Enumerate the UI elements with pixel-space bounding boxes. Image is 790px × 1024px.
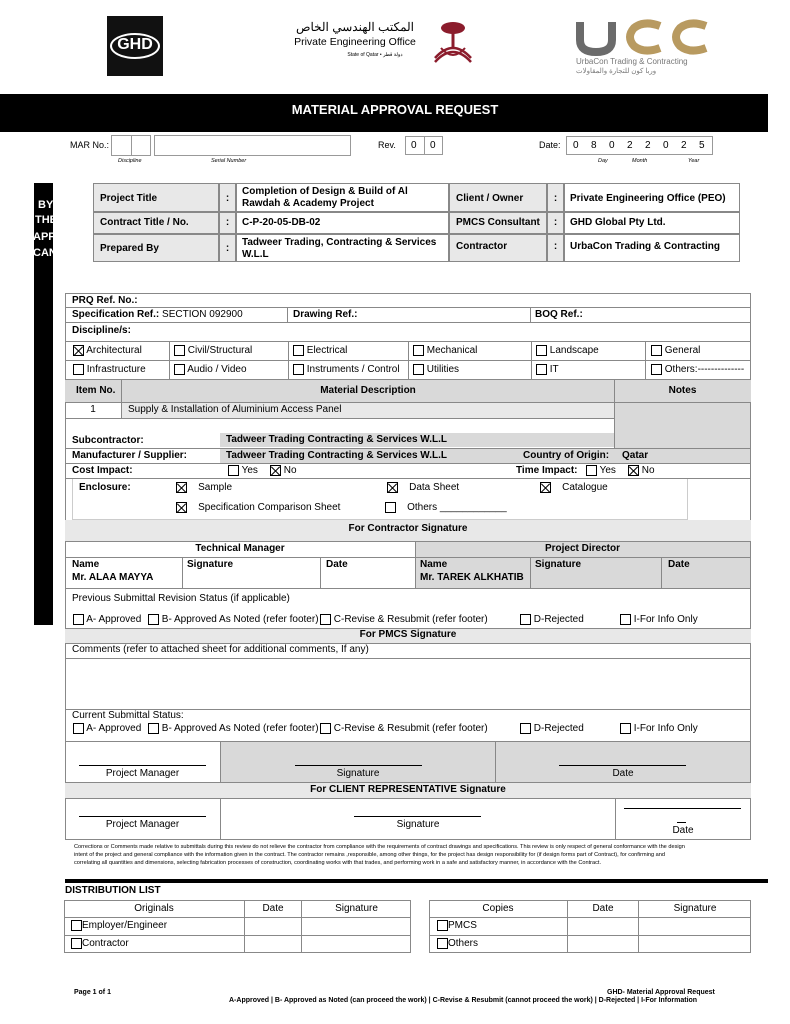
checkbox[interactable] [73,364,84,375]
dist-pmcs[interactable]: PMCS [437,920,477,931]
contractor-label-cell: Contractor [449,234,547,262]
notes-cell [615,403,750,452]
date-digit: 0 [609,140,615,151]
mar-sub-discipline: Discipline [118,158,142,164]
checkbox[interactable] [520,614,531,625]
contractor-value: UrbaCon Trading & Contracting [564,234,740,262]
notes-header: Notes [668,385,697,396]
subcontractor-value: Tadweer Trading Contracting & Services W.L.L [226,434,447,445]
checkbox[interactable] [385,502,396,513]
mar-sub-serial: Serial Number [211,158,247,164]
colon: : [219,183,236,212]
checkbox[interactable] [174,364,185,375]
enclosure-sample[interactable]: Sample [176,482,232,493]
pd-date-label: Date [668,559,690,570]
colon: : [547,212,564,234]
manufacturer-value: Tadweer Trading Contracting & Services W.L.L [226,450,447,461]
checkbox-checked[interactable] [176,482,187,493]
project-title-label-cell [93,183,219,212]
checkbox-checked[interactable] [73,345,84,356]
pmcs-date-label: Date [612,768,634,779]
time-impact-no[interactable]: No [628,465,655,476]
pmcs-value: GHD Global Pty Ltd. [564,212,740,234]
checkbox[interactable] [73,723,84,734]
checkbox[interactable] [413,364,424,375]
cur-status-b[interactable]: B- Approved As Noted (refer footer) [148,723,319,734]
cur-status-i[interactable]: I-For Info Only [620,723,698,734]
checkbox[interactable] [586,465,597,476]
enclosure-spec-sheet[interactable]: Specification Comparison Sheet [176,502,340,513]
date-digit: 5 [699,140,705,151]
date-field[interactable] [566,136,713,155]
drawing-ref-label: Drawing Ref.: [293,309,358,320]
pmcs-sig-header: For PMCS Signature [359,629,457,640]
prev-status-b[interactable]: B- Approved As Noted (refer footer) [148,614,319,625]
project-director-header: Project Director [544,543,621,554]
originals-date-header: Date [262,903,284,914]
rev-digit: 0 [430,140,436,151]
origin-value: Qatar [622,450,649,461]
tm-name-label: Name [72,559,100,570]
rev-digit: 0 [411,140,417,151]
checkbox-checked[interactable] [540,482,551,493]
date-digit: 2 [627,140,633,151]
project-title-value: Completion of Design & Build of Al Rawdah & Academy Project [236,183,449,212]
previous-status-label: Previous Submittal Revision Status (if applicable) [72,593,290,604]
checkbox[interactable] [620,723,631,734]
tech-manager-header: Technical Manager [195,543,285,554]
discipline-instruments[interactable]: Instruments / Control [293,364,400,375]
pd-name-label: Name [420,559,448,570]
discipline-others[interactable]: Others:-------------- [651,364,744,375]
enclosure-catalogue[interactable]: Catalogue [540,482,608,493]
discipline-infrastructure[interactable]: Infrastructure [73,364,146,375]
pmcs-label-cell: PMCS Consultant [449,212,547,234]
date-digit: 0 [663,140,669,151]
time-impact-label: Time Impact: [516,465,578,476]
pd-name-value: Mr. TAREK ALKHATIB [420,572,524,583]
rev-label: Rev. [378,140,396,150]
discipline-audio-video[interactable]: Audio / Video [174,364,247,375]
date-sub-year: Year [688,158,700,164]
checkbox[interactable] [293,345,304,356]
discipline-electrical[interactable]: Electrical [293,345,347,356]
item-no-header: Item No. [76,385,116,396]
prepared-label-cell: Prepared By [93,234,219,262]
checkbox-checked[interactable] [628,465,639,476]
discipline-it[interactable]: IT [536,364,559,375]
boq-ref-label: BOQ Ref.: [535,309,583,320]
item-no-value: 1 [90,404,96,415]
copies-signature-header: Signature [673,903,717,914]
contractor-sig-header: For Contractor Signature [348,523,468,534]
checkbox[interactable] [228,465,239,476]
prq-label: PRQ Ref. No.: [72,295,138,306]
checkbox[interactable] [651,345,662,356]
date-digit: 2 [645,140,651,151]
rev-field[interactable] [405,136,443,155]
checkbox[interactable] [536,345,547,356]
current-status-label: Current Submittal Status: [72,710,184,721]
comments-area[interactable] [66,659,750,709]
checkbox[interactable] [536,364,547,375]
checkbox[interactable] [320,614,331,625]
checkbox[interactable] [437,938,448,949]
discipline-architectural[interactable]: Architectural [73,345,142,356]
peo-state: State of Qatar • دولة قطر [347,52,403,58]
tm-date-label: Date [326,559,348,570]
date-sub-day: Day [598,158,608,164]
prepared-value: Tadweer Trading, Contracting & Services W.L.L [236,234,449,262]
checkbox[interactable] [71,920,82,931]
checkbox[interactable] [73,614,84,625]
discipline-civil[interactable]: Civil/Structural [174,345,252,356]
discipline-utilities[interactable]: Utilities [413,364,459,375]
peo-logo [285,18,485,70]
copies-date-header: Date [592,903,614,914]
discipline-mechanical[interactable]: Mechanical [413,345,477,356]
distribution-title: DISTRIBUTION LIST [65,885,161,896]
checkbox-checked[interactable] [176,502,187,513]
prev-status-d[interactable]: D-Rejected [520,614,584,625]
tm-name-value: Mr. ALAA MAYYA [72,572,154,583]
subcontractor-label: Subcontractor: [72,435,144,446]
comments-label: Comments (refer to attached sheet for additional comments, If any) [72,644,369,655]
discipline-landscape[interactable]: Landscape [536,345,599,356]
dist-others[interactable]: Others [437,938,478,949]
footer-legend: A-Approved | B- Approved as Noted (can proceed the work) | C-Revise & Resubmit (cannot proceed the work) | D-Rejected | I-For Information [229,997,698,1004]
time-impact-yes[interactable]: Yes [586,465,616,476]
side-stamp-line: APP [33,231,56,243]
project-title-label: Project Title [100,193,158,204]
spec-ref: Specification Ref.: SECTION 092900 [72,309,243,320]
enclosure-data-sheet[interactable]: Data Sheet [387,482,459,493]
contract-value: C-P-20-05-DB-02 [236,212,449,234]
checkbox[interactable] [413,345,424,356]
side-stamp-line: BY [38,199,54,211]
side-stamp-line: THE [35,214,57,226]
mar-discipline-field[interactable] [111,135,151,156]
ucc-english: UrbaCon Trading & Contracting [576,57,688,66]
material-desc-header: Material Description [320,385,416,396]
prev-status-i[interactable]: I-For Info Only [620,614,698,625]
tm-signature-label: Signature [187,559,234,570]
colon: : [219,234,236,262]
prev-status-a[interactable]: A- Approved [73,614,141,625]
ucc-mark-icon [574,18,714,56]
page-title: MATERIAL APPROVAL REQUEST [291,102,499,117]
checkbox[interactable] [520,723,531,734]
client-pm-label: Project Manager [105,819,180,830]
originals-header: Originals [134,903,174,914]
checkbox-checked[interactable] [387,482,398,493]
colon: : [547,183,564,212]
cost-impact-label: Cost Impact: [72,465,133,476]
peo-arabic: المكتب الهندسي الخاص [295,20,415,34]
manufacturer-label: Manufacturer / Supplier: [72,450,188,461]
side-stamp-line: CAN [33,247,57,259]
checkbox[interactable] [320,723,331,734]
section-divider [65,879,768,883]
cur-status-a[interactable]: A- Approved [73,723,141,734]
checkbox[interactable] [620,614,631,625]
client-label-cell: Client / Owner [449,183,547,212]
palm-swords-emblem-icon [427,18,479,68]
cost-impact-no[interactable]: No [270,465,297,476]
date-digit: 2 [681,140,687,151]
origin-label: Country of Origin: [523,450,610,461]
date-digit: 0 [573,140,579,151]
side-stamp [33,183,57,625]
discipline-general[interactable]: General [651,345,700,356]
dist-employer[interactable]: Employer/Engineer [71,920,167,931]
enclosure-label: Enclosure: [79,482,131,493]
checkbox[interactable] [437,920,448,931]
ucc-arabic: وربا كون للتجارة والمقاولات [576,68,657,75]
cur-status-c[interactable]: C-Revise & Resubmit (refer footer) [320,723,488,734]
checkbox[interactable] [174,345,185,356]
date-sub-month: Month [632,158,648,164]
page-number: Page 1 of 1 [74,989,111,996]
client-value: Private Engineering Office (PEO) [564,183,740,212]
mar-serial-field[interactable] [154,135,351,156]
date-label: Date: [539,140,561,150]
discipline-label: Discipline/s: [72,325,131,336]
enclosure-others[interactable]: Others ____________ [385,502,507,513]
colon: : [219,212,236,234]
checkbox[interactable] [148,614,159,625]
originals-signature-header: Signature [335,903,378,914]
colon: : [547,234,564,262]
date-digit: 8 [591,140,597,151]
peo-english: Private Engineering Office [294,36,416,48]
pmcs-pm-label: Project Manager [105,768,180,779]
checkbox[interactable] [651,364,662,375]
prev-status-c[interactable]: C-Revise & Resubmit (refer footer) [320,614,488,625]
pd-signature-label: Signature [535,559,582,570]
cur-status-d[interactable]: D-Rejected [520,723,584,734]
mar-label: MAR No.: [70,140,110,150]
client-signature-label: Signature [396,819,440,830]
disclaimer-text: Corrections or Comments made relative to submittals during this review do not relieve the contractor from compliance with the requirements of contract drawings and specifications. This review is only respect of general conformance with the design intent of the project and general compliance with the information given in the contract. The contractor remains ,responsible, among other things, for the project has design responsibility for (if design forms part of Contract), for confirming and correlating all quantities and dimensions, selecting fabrication processes of construction, coordinating works with that trades, and performing work in a safe and satisfactory manner, in accordance with the Contract. [74,844,685,866]
dist-contractor[interactable]: Contractor [71,938,129,949]
pmcs-signature-label: Signature [336,768,380,779]
checkbox[interactable] [293,364,304,375]
client-sig-header: For CLIENT REPRESENTATIVE Signature [310,784,506,795]
client-date-label: Date [672,825,694,836]
ghd-logo: GHD [107,16,163,76]
material-desc-value: Supply & Installation of Aluminium Access Panel [128,404,342,415]
contract-label-cell: Contract Title / No. [93,212,219,234]
cost-impact-yes[interactable]: Yes [228,465,258,476]
checkbox-checked[interactable] [270,465,281,476]
checkbox[interactable] [71,938,82,949]
ucc-logo [574,18,716,78]
copies-header: Copies [482,903,514,914]
checkbox[interactable] [148,723,159,734]
form-name: GHD- Material Approval Request [607,989,715,996]
